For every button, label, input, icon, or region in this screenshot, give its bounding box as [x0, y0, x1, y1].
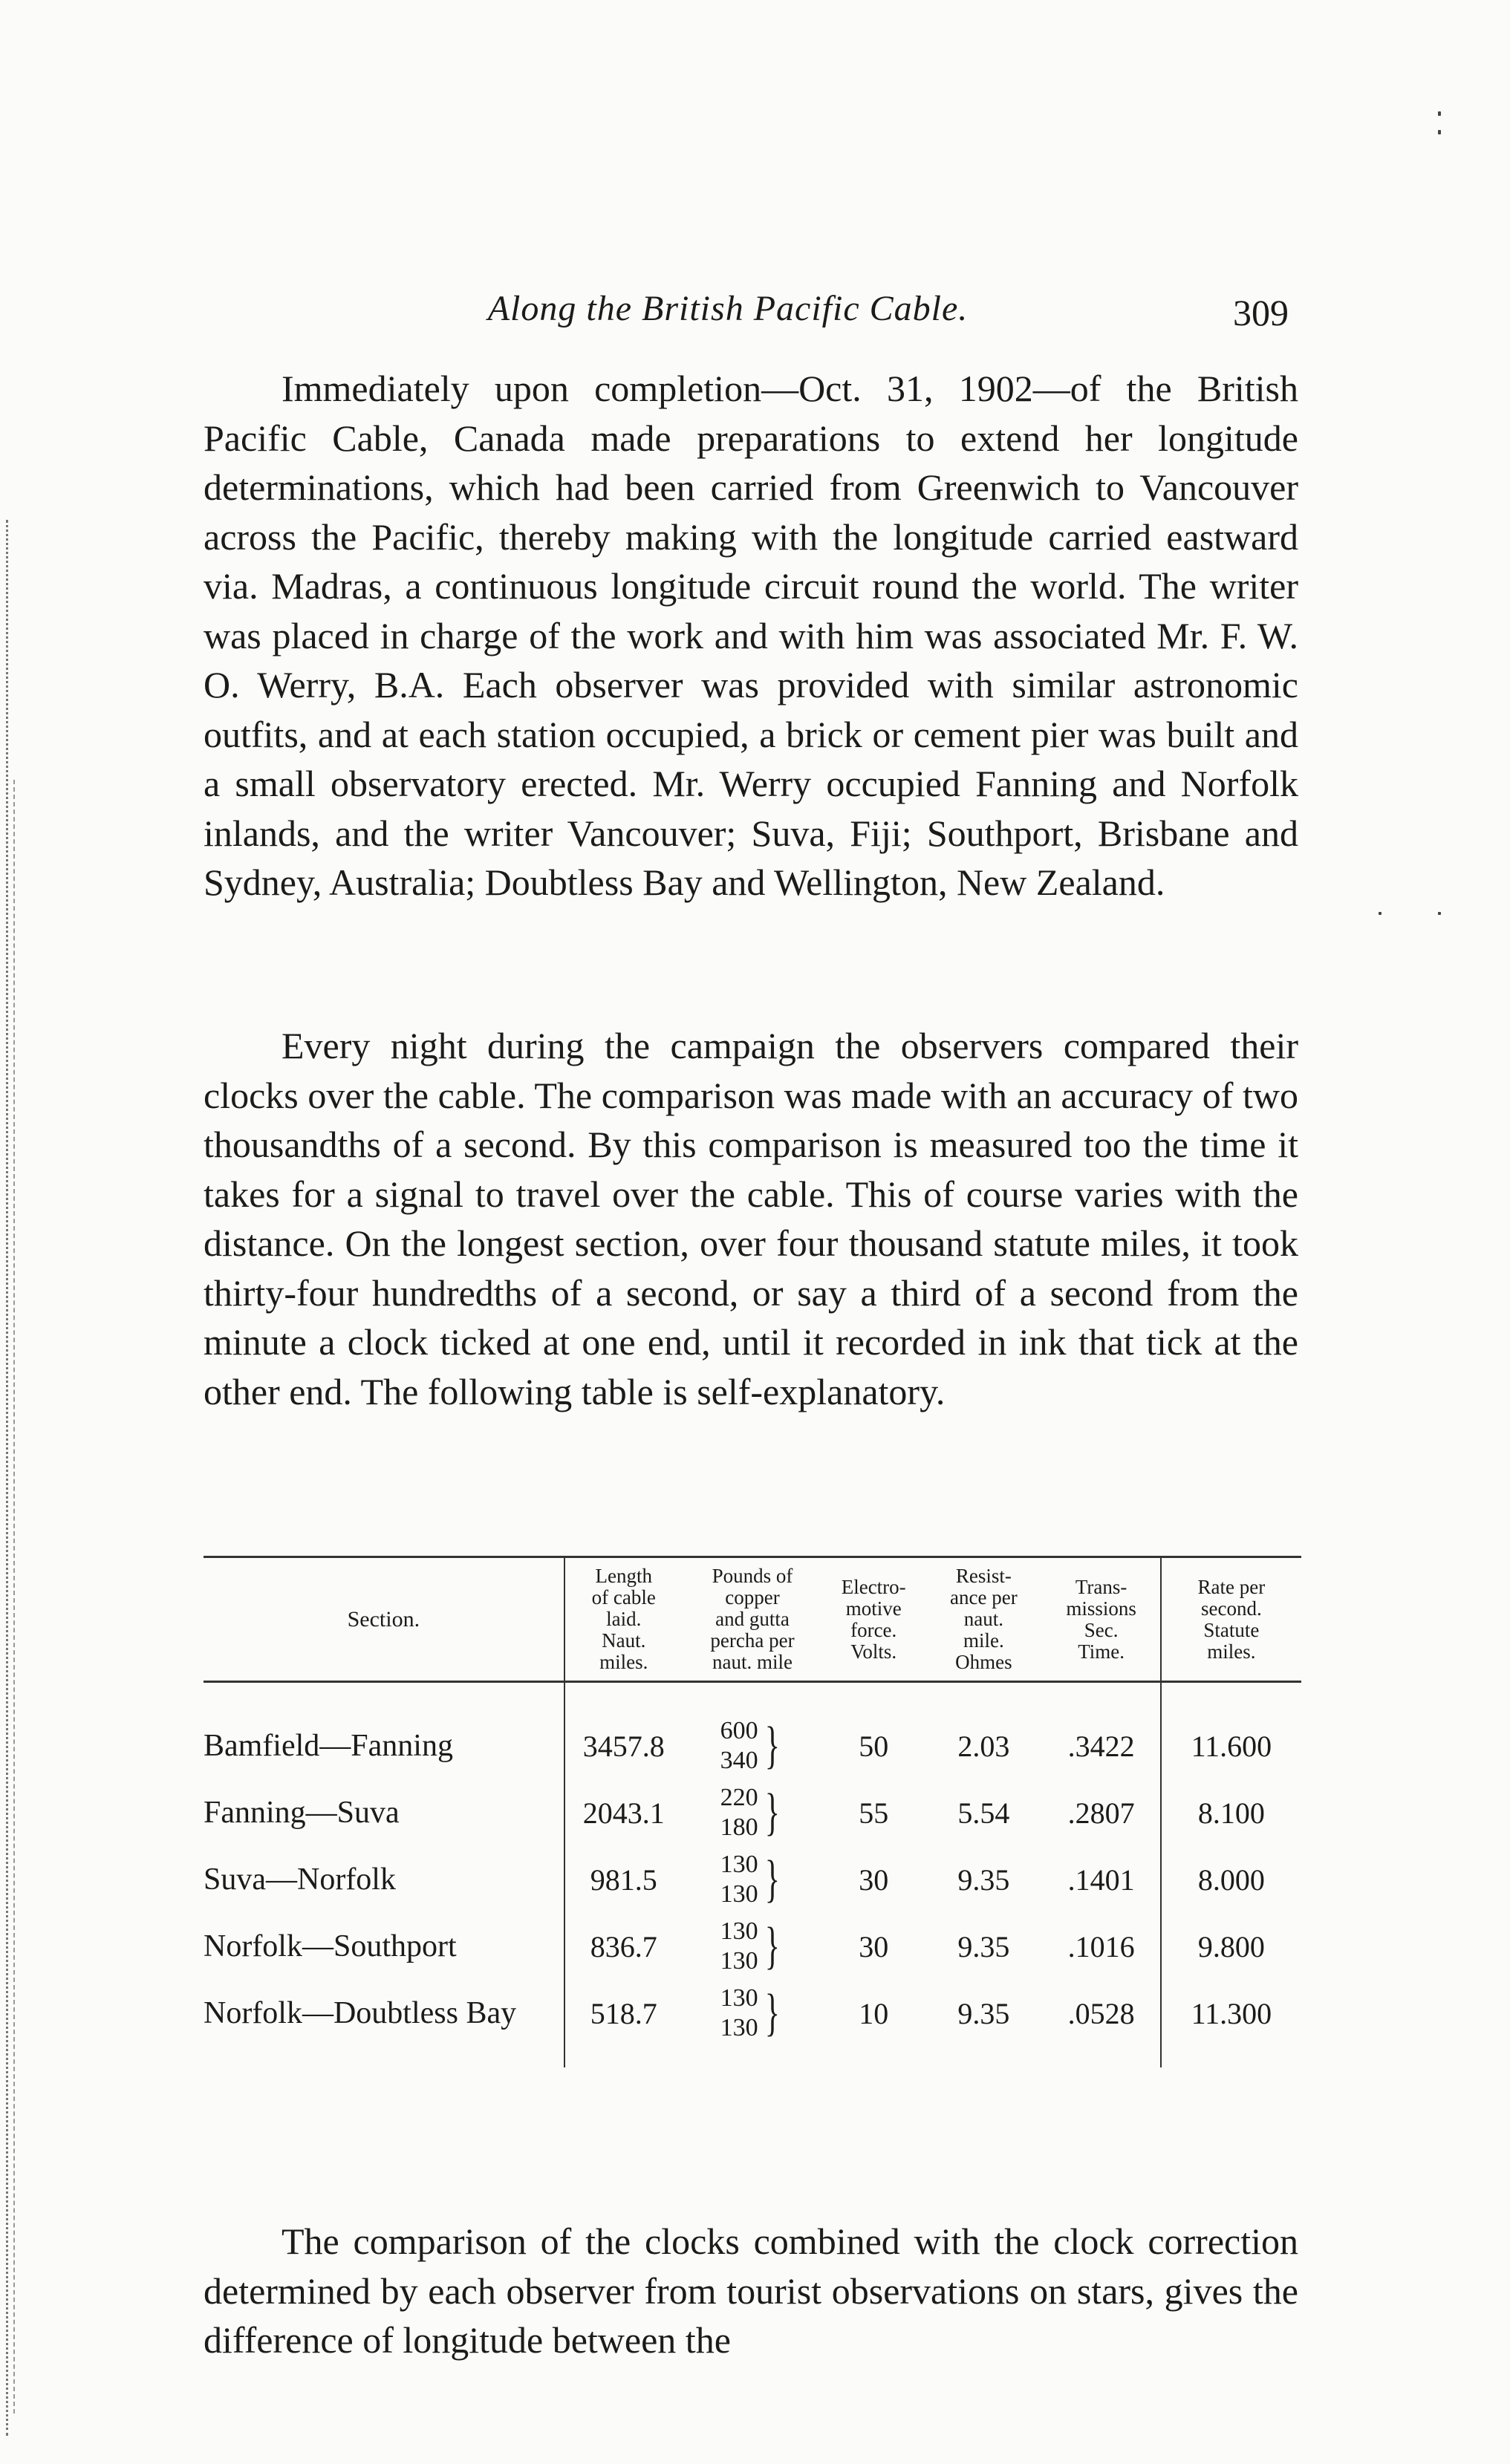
table-row — [204, 1846, 1301, 1913]
header-rate: Rate per second. Statute miles. — [1161, 1557, 1301, 1682]
paragraph-2: Every night during the campaign the observers compared their clocks over the cable. The comparison was made with an accuracy of two thousandths of a second. By this comparison is measured too the time it takes for a signal to travel over the cable. This of course varies with the distance. On the longest section, over four thousand statute miles, it took thirty-four hundredths of a second, or say a third of a second from the minute a clock ticked at one end, until it recorded in ink that tick at the other end. The following table is self-explanatory. — [204, 1025, 1298, 1412]
brace-glyph: } — [764, 1917, 780, 1975]
cell-emf: 50 — [859, 1729, 889, 1763]
print-speck — [1438, 130, 1441, 134]
table-row — [204, 1779, 1301, 1846]
cell-copper: 130 130 } — [720, 1851, 780, 1908]
brace-glyph: } — [764, 1851, 780, 1908]
cell-section: Bamfield—Fanning — [204, 1729, 453, 1763]
cell-transmission: .0528 — [1042, 1980, 1160, 2047]
cell-rate: 8.000 — [1197, 1862, 1265, 1897]
header-emf: Electro- motive force. Volts. — [822, 1557, 925, 1682]
cell-emf: 30 — [859, 1929, 889, 1963]
cable-data-table — [204, 1556, 1301, 2067]
cell-section: Suva—Norfolk — [204, 1862, 396, 1897]
cell-rate: 9.800 — [1197, 1929, 1265, 1963]
cell-rate: 11.300 — [1191, 1996, 1272, 2030]
cell-length: 981.5 — [564, 1846, 683, 1913]
cell-emf: 55 — [859, 1796, 889, 1830]
table-row — [204, 1712, 1301, 1779]
cell-transmission: .1016 — [1042, 1913, 1160, 1980]
cell-rate: 8.100 — [1197, 1796, 1265, 1830]
cell-emf: 10 — [859, 1996, 889, 2030]
header-section: Section. — [204, 1557, 564, 1682]
cell-resistance: 5.54 — [957, 1796, 1010, 1830]
cell-section: Norfolk—Southport — [204, 1929, 457, 1963]
paragraph-3: The comparison of the clocks combined with the clock correction determined by each observer from tourist observations on stars, gives the difference of longitude between the — [204, 2220, 1298, 2361]
cell-transmission: .3422 — [1042, 1712, 1160, 1779]
page-number: 309 — [1233, 292, 1289, 333]
cell-resistance: 9.35 — [957, 1929, 1010, 1963]
cell-length: 518.7 — [564, 1980, 683, 2047]
table-foot — [204, 2047, 1301, 2067]
table-header-row — [204, 1557, 1301, 1682]
table-spacer — [204, 1682, 1301, 1713]
cell-length: 2043.1 — [564, 1779, 683, 1846]
cell-copper: 220 180 } — [720, 1784, 780, 1841]
paragraph-1: Immediately upon completion—Oct. 31, 1902—of the British Pacific Cable, Canada made preparations to extend her longitude determinations, which had been carried from Greenwich to Vancouver across the Pacific, thereby making with the longitude carried eastward via. Madras, a continuous longitude circuit round the world. The writer was placed in charge of the work and with him was associated Mr. F. W. O. Werry, B.A. Each observer was provided with similar astronomic outfits, and at each station occupied, a brick or cement pier was built and a small observatory erected. Mr. Werry occupied Fanning and Norfolk inlands, and the writer Vancouver; Suva, Fiji; Southport, Brisbane and Sydney, Australia; Doubtless Bay and Wellington, New Zealand. — [204, 368, 1298, 903]
cell-resistance: 9.35 — [957, 1996, 1010, 2030]
cell-transmission: .2807 — [1042, 1779, 1160, 1846]
header-resistance: Resist- ance per naut. mile. Ohmes — [925, 1557, 1042, 1682]
cell-emf: 30 — [859, 1862, 889, 1897]
cell-length: 3457.8 — [564, 1712, 683, 1779]
print-speck — [1438, 912, 1441, 915]
brace-glyph: } — [764, 1784, 780, 1841]
cell-resistance: 9.35 — [957, 1862, 1010, 1897]
cell-section: Norfolk—Doubtless Bay — [204, 1996, 517, 2030]
print-speck — [1379, 912, 1382, 915]
cell-length: 836.7 — [564, 1913, 683, 1980]
brace-glyph: } — [764, 1717, 780, 1774]
cell-copper: 130 130 } — [720, 1984, 780, 2041]
binding-edge-inner — [13, 780, 18, 2414]
table-row — [204, 1980, 1301, 2047]
cell-copper: 130 130 } — [720, 1917, 780, 1975]
brace-glyph: } — [764, 1984, 780, 2041]
print-speck — [1438, 111, 1441, 116]
header-transmission: Trans- missions Sec. Time. — [1042, 1557, 1160, 1682]
header-copper: Pounds of copper and gutta percha per naut. mile — [683, 1557, 822, 1682]
cell-section: Fanning—Suva — [204, 1796, 400, 1830]
cell-copper: 600 340 } — [720, 1717, 780, 1774]
cell-rate: 11.600 — [1191, 1729, 1272, 1763]
running-head: Along the British Pacific Cable. — [487, 289, 969, 328]
table-row — [204, 1913, 1301, 1980]
cell-resistance: 2.03 — [957, 1729, 1010, 1763]
header-length: Length of cable laid. Naut. miles. — [564, 1557, 683, 1682]
cell-transmission: .1401 — [1042, 1846, 1160, 1913]
binding-edge — [6, 520, 11, 2436]
